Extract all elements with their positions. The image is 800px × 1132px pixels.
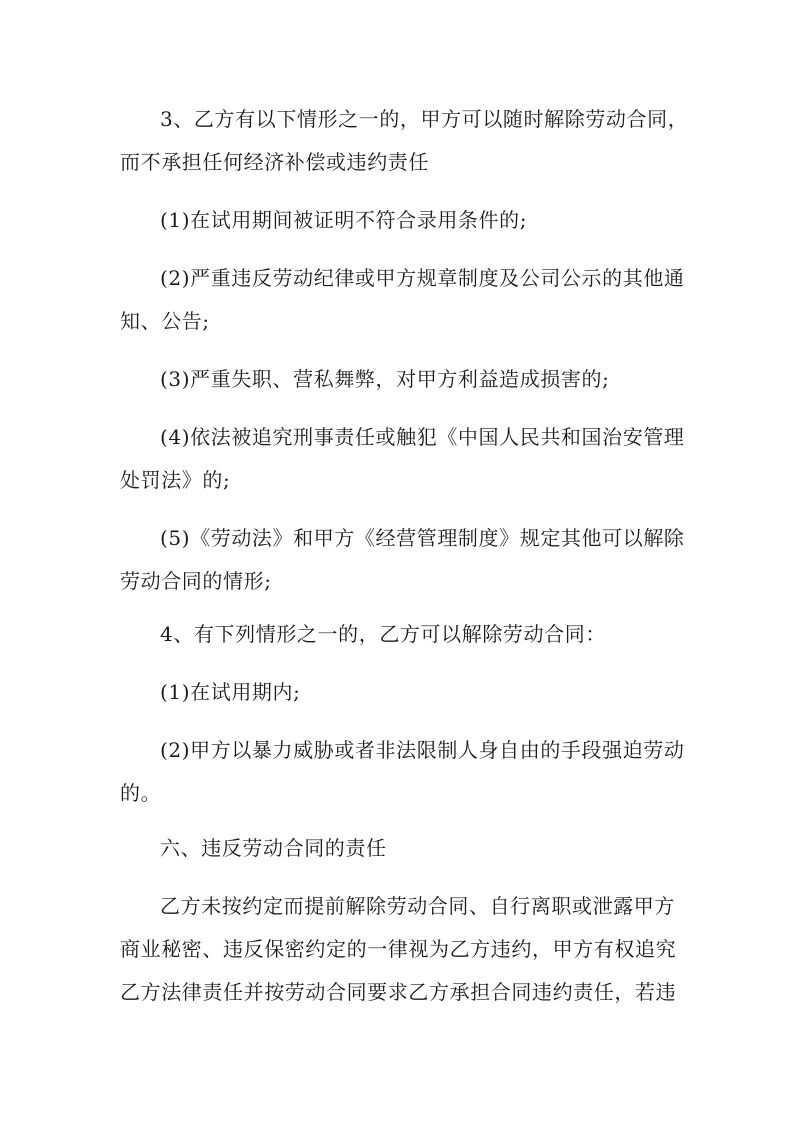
clause-3-item-2-line-1: (2)严重违反劳动纪律或甲方规章制度及公司公示的其他通 — [160, 266, 685, 290]
clause-3-item-3: (3)严重失职、营私舞弊，对甲方利益造成损害的; — [160, 367, 610, 391]
clause-4-heading: 4、有下列情形之一的，乙方可以解除劳动合同： — [160, 622, 606, 646]
clause-4-item-2-line-1: (2)甲方以暴力威胁或者非法限制人身自由的手段强迫劳动 — [160, 738, 685, 762]
clause-4-item-2-line-2: 的。 — [120, 781, 162, 805]
section-6-heading: 六、违反劳动合同的责任 — [160, 836, 387, 860]
section-6-paragraph-line-1: 乙方未按约定而提前解除劳动合同、自行离职或泄露甲方 — [160, 894, 675, 918]
section-6-paragraph-line-2: 商业秘密、违反保密约定的一律视为乙方违约，甲方有权追究 — [120, 937, 677, 961]
clause-3-item-4-line-1: (4)依法被追究刑事责任或触犯《中国人民共和国治安管理 — [160, 425, 685, 449]
clause-3-item-1: (1)在试用期间被证明不符合录用条件的; — [160, 208, 528, 232]
clause-3-item-4-line-2: 处罚法》的; — [120, 468, 231, 492]
clause-3-item-2-line-2: 知、公告; — [120, 309, 210, 333]
clause-3-line-1: 3、乙方有以下情形之一的，甲方可以随时解除劳动合同， — [160, 107, 689, 131]
clause-3-item-5-line-2: 劳动合同的情形; — [120, 569, 272, 593]
clause-4-item-1: (1)在试用期内; — [160, 680, 301, 704]
section-6-paragraph-line-3: 乙方法律责任并按劳动合同要求乙方承担合同违约责任，若违 — [120, 980, 677, 1004]
clause-3-item-5-line-1: (5)《劳动法》和甲方《经营管理制度》规定其他可以解除 — [160, 526, 685, 550]
clause-3-line-2: 而不承担任何经济补偿或违约责任 — [120, 150, 429, 174]
